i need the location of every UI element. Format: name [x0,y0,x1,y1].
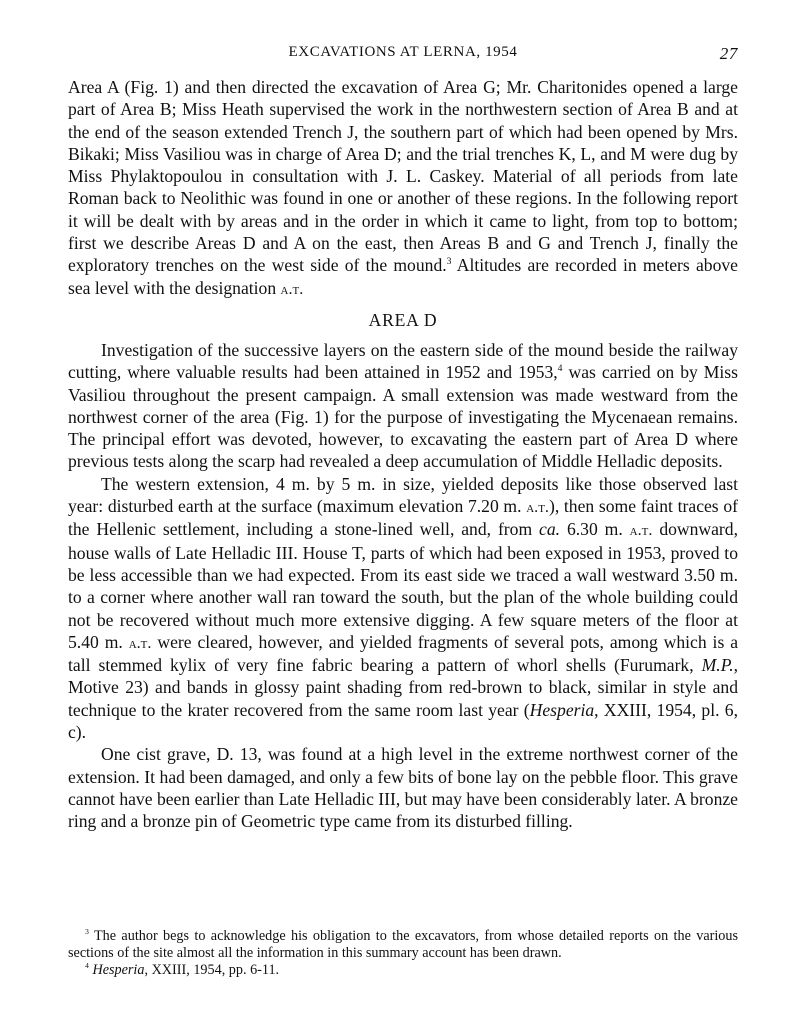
paragraph-western-extension [68,473,738,744]
footnote-4 [68,962,738,979]
paragraph-text: , XXIII, 1954, pl. 6, c). [68,699,738,743]
footnote-mark-4: 4 [85,961,89,971]
altitude-abbrev: a.t. [128,633,152,652]
journal-title: Hesperia [529,699,595,720]
circa-abbrev: ca. [539,519,561,540]
intro-paragraph [68,76,738,300]
paragraph-cist-grave: One cist grave, D. 13, was found at a high level in the extreme northwest corner of the extension. It had been damaged, and only a few bits of bone lay on the pebble floor. This grave cannot have been earlier than Late Helladic III, but may have been considerably later. A bronze ring and a bronze pin of Geometric type came from its disturbed filling. [68,744,738,832]
footnote-text: The author begs to acknowledge his obligation to the excavators, from whose detailed reports on the various sections of the site almost all the information in this summary account has been drawn. [68,928,738,961]
paragraph-text: were cleared, however, and yielded fragments of several pots, among which is a tall stemmed kylix of very fine fabric bearing a pattern of whorl shells (Furumark, [68,631,739,676]
paragraph-text: 6.30 m. [560,519,630,540]
intro-text: Area A (Fig. 1) and then directed the excavation of Area G; Mr. Charitonides opened a large part of Area B; Miss Heath supervised the work in the northwestern section of Area B and at the end of the season extended Trench J, the southern part of which had been opened by Mrs. Bikaki; Miss Vasiliou was in charge of Area D; and the trial trenches K, L, and M were dug by Miss Phylaktopoulou in consultation with J. L. Caskey. Material of all periods from late Roman back to Neolithic was found in one or another of these regions. In the following report it will be dealt with by areas and in the order in which it came to light, from top to bottom; first we describe Areas D and A on the east, then Areas B and G and Trench J, finally the exploratory trenches on the west side of the mound. [68,77,738,276]
citation-italic: M.P. [701,655,734,676]
paragraph-text: The western extension, 4 m. by 5 m. in size, yielded deposits like those observed last year: disturbed earth at the surface (maximum elevation 7.20 m. [68,473,738,517]
footnote-ref-3: 3 [446,256,452,268]
journal-title: Hesperia [92,962,145,978]
body-text [68,76,738,833]
paragraph-text: downward, house walls of Late Helladic III. House T, parts of which had been exposed in 1953, proved to be less accessible than we had expected. From its east side we traced a wall westward 3.50 m. to a corner where another wall ran toward the south, but the plan of the whole building could not be recovered without much more extensive digging. A few square meters of the floor at 5.40 m. [68,519,738,652]
intro-text-cont: Altitudes are recorded in meters above sea level with the designation [68,255,738,298]
paragraph-text: , Motive 23) and bands in glossy paint shading from red-brown to black, similar in style and technique to the krater recovered from the same room last year ( [68,655,738,720]
footnote-text: , XXIII, 1954, pp. 6-11. [144,962,280,978]
footnotes [68,928,738,979]
paragraph-investigation [68,339,738,473]
altitude-abbrev: a.t. [629,521,653,540]
running-title: EXCAVATIONS AT LERNA, 1954 [288,44,518,60]
footnote-3 [68,928,738,962]
page-number: 27 [719,44,738,63]
paragraph-text-cont: was carried on by Miss Vasiliou throughout the present campaign. A small extension was made westward from the northwest corner of the area (Fig. 1) for the purpose of investigating the Mycenaean remains. The principal effort was devoted, however, to excavating the eastern part of Area D where previous tests along the scarp had revealed a deep accumulation of Middle Helladic deposits. [68,362,738,472]
footnote-mark-3: 3 [85,927,89,937]
paragraph-text: ), then some faint traces of the Hellenic settlement, including a stone-lined well, and, from [68,496,738,540]
footnote-ref-4: 4 [557,363,563,375]
paragraph-text: Investigation of the successive layers on the eastern side of the mound beside the railway cutting, where valuable results had been attained in 1952 and 1953, [68,339,738,383]
running-header [68,44,738,64]
altitude-abbrev: a.t. [526,498,549,517]
section-heading: AREA D [368,309,438,330]
altitude-abbrev: a.t. [280,279,304,298]
